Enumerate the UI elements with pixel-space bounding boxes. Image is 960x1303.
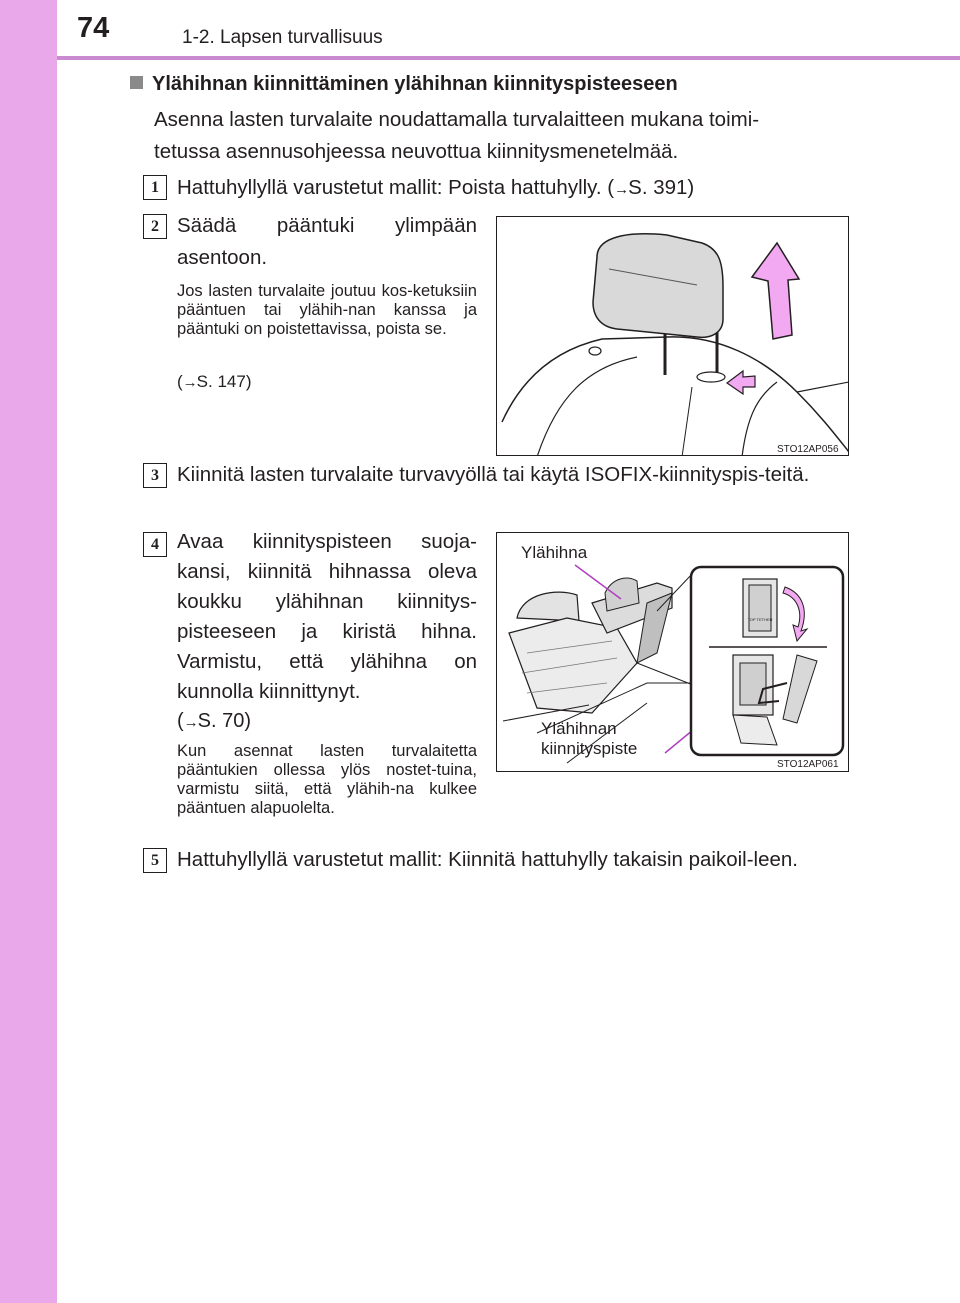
top-tether-figure — [496, 532, 849, 772]
reference-arrow-icon: → — [183, 714, 198, 731]
step-1-text — [177, 172, 847, 206]
section-title: 1-2. Lapsen turvallisuus — [182, 27, 383, 48]
page-number: 74 — [77, 12, 110, 44]
callout-anchor-line-1: Ylähihnan — [541, 719, 617, 738]
subsection-heading — [130, 70, 678, 98]
square-bullet-icon — [130, 76, 143, 89]
heading-text: Ylähihnan kiinnittäminen ylähihnan kiinnityspisteeseen — [152, 73, 678, 95]
callout-anchor-line-2: kiinnityspiste — [541, 739, 638, 758]
figure-code: STO12AP056 — [777, 444, 839, 455]
step-number: 2 — [143, 214, 167, 239]
step-2-text: Säädä pääntuki ylimpään asentoon. — [177, 214, 477, 269]
step-4-text: Avaa kiinnityspisteen suoja-kansi, kiinnitä hihnassa oleva koukku ylähihnan kiinnitys-pisteeseen ja kiristä hihna. Varmistu, että ylähihna on kunnolla kiinnittynyt. — [177, 530, 477, 703]
anchor-cover-label: TOP TETHER — [747, 617, 773, 622]
headrest-illustration — [497, 217, 849, 456]
intro-line-1: Asenna lasten turvalaite noudattamalla turvalaitteen mukana toimi- — [154, 108, 760, 131]
page-reference-link[interactable]: S. 147) — [196, 372, 252, 391]
intro-line-2: tetussa asennusohjeessa neuvottua kiinnitysmenetelmää. — [154, 140, 679, 163]
step-number: 5 — [143, 848, 167, 873]
step-2-reference: (→S. 147) — [177, 372, 252, 391]
callout-top-tether: Ylähihna — [521, 543, 588, 562]
page-reference-link[interactable]: S. 70) — [197, 710, 252, 732]
step-1-body: Hattuhyllyllä varustetut mallit: Poista hattuhylly. ( — [177, 176, 615, 199]
chapter-sidebar — [0, 0, 57, 1303]
step-2-note: Jos lasten turvalaite joutuu kos-ketuksiin pääntuen tai ylähih-nan kanssa ja pääntuki on poistettavissa, poista se. — [177, 282, 477, 338]
header-rule — [57, 56, 960, 60]
step-4-note: Kun asennat lasten turvalaitetta pääntukien ollessa ylös nostet-tuina, varmistu siitä, että ylähih-na kulkee pääntuen alapuolelta. — [177, 742, 477, 817]
step-5-text: Hattuhyllyllä varustetut mallit: Kiinnitä hattuhylly takaisin paikoil-leen. — [177, 848, 798, 871]
step-number: 3 — [143, 463, 167, 488]
reference-arrow-icon: → — [182, 374, 197, 391]
step-number: 1 — [143, 175, 167, 200]
figure-code: STO12AP061 — [777, 759, 839, 770]
step-4-reference: (→S. 70) — [177, 710, 252, 732]
callout-anchor-point — [541, 719, 637, 759]
step-3-text: Kiinnitä lasten turvalaite turvavyöllä tai käytä ISOFIX-kiinnityspis-teitä. — [177, 463, 810, 486]
page-reference-link[interactable]: S. 391) — [628, 176, 695, 199]
headrest-figure — [496, 216, 849, 456]
reference-arrow-icon: → — [614, 181, 629, 198]
intro-paragraph — [154, 104, 844, 168]
step-number: 4 — [143, 532, 167, 557]
